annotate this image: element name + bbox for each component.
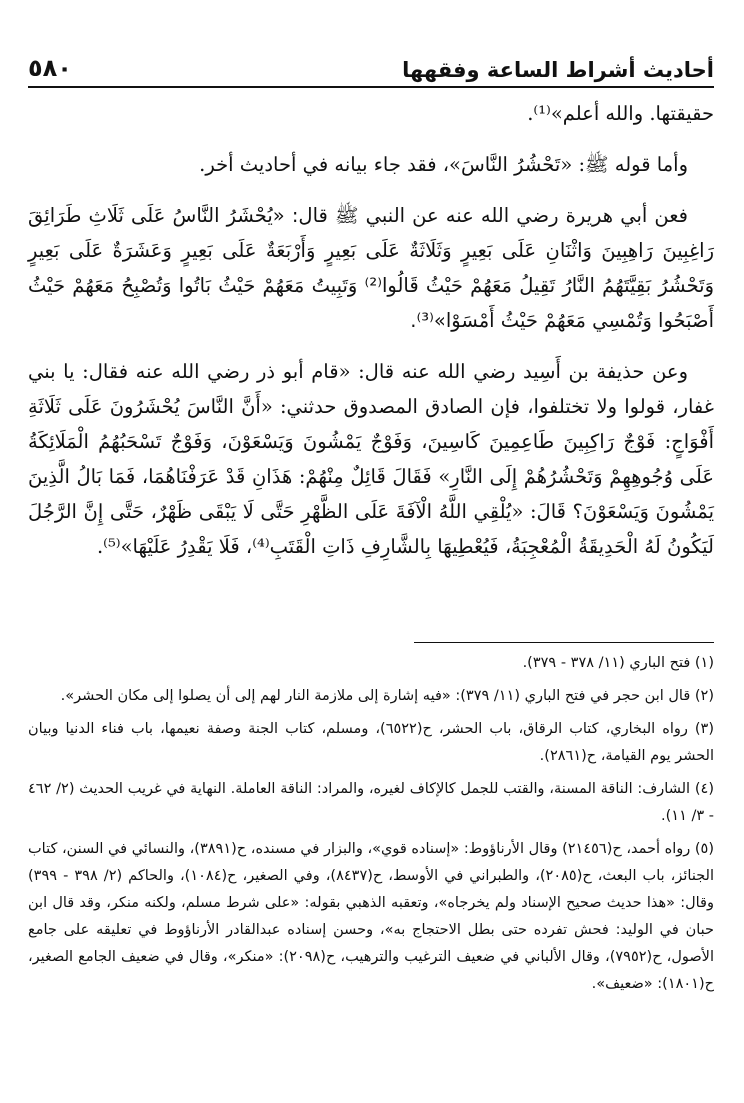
footnote-divider xyxy=(414,642,714,643)
page-number: ٥٨٠ xyxy=(28,54,72,82)
page-header xyxy=(28,42,714,82)
footnote-3: (٣) رواه البخاري، كتاب الرقاق، باب الحشر، ح(٦٥٢٢)، ومسلم، كتاب الجنة وصفة نعيمها، باب فناء الدنيا وبيان الحشر يوم القيامة، ح(٢٨٦١). xyxy=(28,721,714,764)
paragraph-4: وعن حذيفة بن أَسِيد رضي الله عنه قال: «قام أبو ذر رضي الله عنه فقال: يا بني غفار، قولوا ولا تختلفوا، فإن الصادق المصدوق حدثني: «أَنَّ النَّاسَ يُحْشَرُونَ عَلَى ثَلَاثَةِ أَفْوَاجٍ: فَوْجٌ رَاكِبِينَ طَاعِمِينَ كَاسِينَ، وَفَوْجٌ يَمْشُونَ وَيَسْعَوْنَ، وَفَوْجٌ تَسْحَبُهُمُ الْمَلَائِكَةُ عَلَى وُجُوهِهِمْ وَتَحْشُرُهُمْ إِلَى النَّارِ» فَقَالَ قَائِلٌ مِنْهُمْ: هَذَانِ قَدْ عَرَفْنَاهُمَا، فَمَا بَالُ الَّذِينَ يَمْشُونَ وَيَسْعَوْنَ؟ قَالَ: «يُلْقِي اللَّهُ الْآفَةَ عَلَى الظَّهْرِ حَتَّى لَا يَبْقَى ظَهْرٌ، حَتَّى إِنَّ الرَّجُلَ لَيَكُونُ لَهُ الْحَدِيقَةُ الْمُعْجِبَةُ، فَيُعْطِيهَا بِالشَّارِفِ ذَاتِ الْقَتَبِ⁽⁴⁾، فَلَا يَقْدِرُ عَلَيْهَا»⁽⁵⁾. xyxy=(28,360,714,558)
footnote-1: (١) فتح الباري (١١/ ٣٧٨ - ٣٧٩). xyxy=(522,655,714,671)
main-text xyxy=(28,96,714,580)
book-page xyxy=(28,0,714,1103)
header-divider xyxy=(28,86,714,88)
paragraph-2: وأما قوله ﷺ: «تَحْشُرُ النَّاسَ»، فقد جاء بيانه في أحاديث أخر. xyxy=(199,153,688,176)
paragraph-3: فعن أبي هريرة رضي الله عنه عن النبي ﷺ قال: «يُحْشَرُ النَّاسُ عَلَى ثَلَاثِ طَرَائِقَ رَاغِبِينَ رَاهِبِينَ وَاثْنَانِ عَلَى بَعِيرٍ وَثَلَاثَةٌ عَلَى بَعِيرٍ وَأَرْبَعَةٌ عَلَى بَعِيرٍ وَعَشَرَةٌ عَلَى بَعِيرٍ وَتَحْشُرُ بَقِيَّتَهُمُ النَّارُ تَقِيلُ مَعَهُمْ حَيْثُ قَالُوا⁽²⁾ وَتَبِيتُ مَعَهُمْ حَيْثُ بَاتُوا وَتُصْبِحُ مَعَهُمْ حَيْثُ أَصْبَحُوا وَتُمْسِي مَعَهُمْ حَيْثُ أَمْسَوْا»⁽³⁾. xyxy=(28,204,714,332)
footnote-5: (٥) رواه أحمد، ح(٢١٤٥٦) وقال الأرناؤوط: «إسناده قوي»، والبزار في مسنده، ح(٣٨٩١)، والنسائي في السنن، كتاب الجنائز، باب البعث، ح(٢٠٨٥)، والطبراني في الأوسط، ح(٨٤٣٧)، وفي الصغير، ح(١٠٨٤)، والحاكم (٢/ ٣٩٨ - ٣٩٩) وقال: «هذا حديث صحيح الإسناد ولم يخرجاه»، وتعقبه الذهبي بقوله: «على شرط مسلم، ولكنه منكر، وقد قال ابن حبان في الوليد: فحش تفرده حتى بطل الاحتجاج به»، وحسن إسناده عبدالقادر الأرناؤوط في تعليقه على جامع الأصول، ح(٧٩٥٢)، وقال الألباني في ضعيف الترغيب والترهيب، ح(٢٠٩٨): «منكر»، وقال في ضعيف الجامع الصغير، ح(١٨٠١): «ضعيف». xyxy=(28,841,715,992)
paragraph-1: حقيقتها. والله أعلم»⁽¹⁾. xyxy=(527,102,714,125)
footnotes xyxy=(28,650,714,1004)
footnote-2: (٢) قال ابن حجر في فتح الباري (١١/ ٣٧٩): «فيه إشارة إلى ملازمة النار لهم إلى أن يصلوا إلى مكان الحشر». xyxy=(60,688,714,704)
running-title: أحاديث أشراط الساعة وفقهها xyxy=(402,58,714,82)
footnote-4: (٤) الشارف: الناقة المسنة، والقتب للجمل كالإكاف لغيره، والمراد: الناقة العاملة. النهاية في غريب الحديث (٢/ ٤٦٢ - ٣/ ١١). xyxy=(28,781,714,824)
